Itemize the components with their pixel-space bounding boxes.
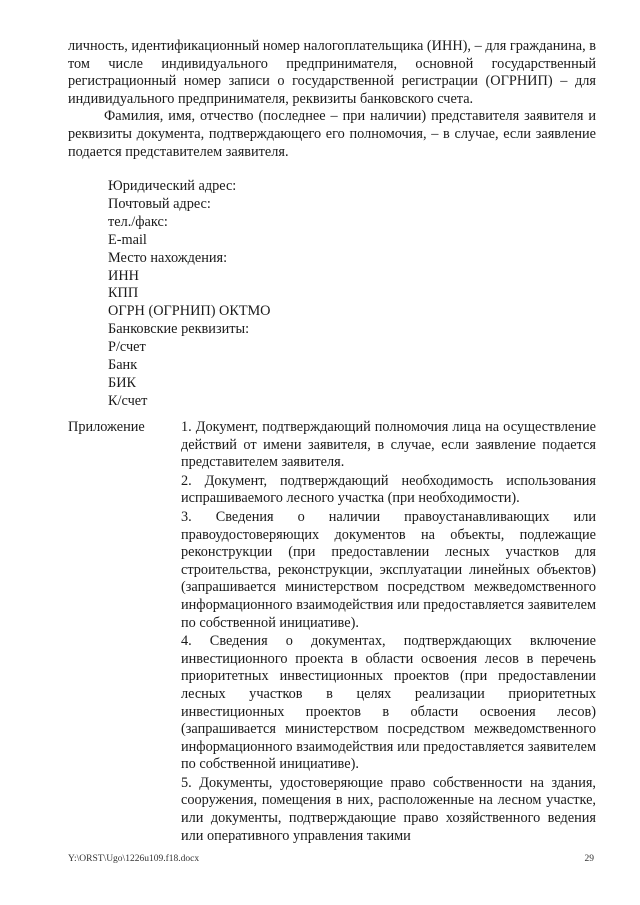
field-ogrn-oktmo: ОГРН (ОГРНИП) ОКТМО (108, 303, 271, 320)
appendix-label: Приложение (68, 419, 145, 435)
intro-paragraph-2: Фамилия, имя, отчество (последнее – при наличии) представителя заявителя и реквизиты документа, подтверждающего его полномочия, – в случае, если заявление подается представителем заявителя. (68, 108, 596, 160)
intro-section (68, 38, 596, 161)
appendix-item: 3. Сведения о наличии правоустанавливающих или правоудостоверяющих документов на объекты, подлежащие реконструкции (при предоставлении лесных участков для строительства, реконструкции, эксплуатации линейных объектов) (запрашивается министерством посредством межведомственного информационного взаимодействия или предоставляется заявителем по собственной инициативе). (181, 508, 596, 631)
requisites-list (108, 178, 271, 411)
field-phone-fax: тел./факс: (108, 213, 168, 230)
field-kpp: КПП (108, 285, 139, 302)
field-bik: БИК (108, 374, 137, 391)
intro-paragraph-1: личность, идентификационный номер налогоплательщика (ИНН), – для гражданина, в том числе индивидуального предпринимателя, основной государственный регистрационный номер записи о государственной регистрации (ОГРНИП) – для индивидуального предпринимателя, реквизиты банковского счета. (68, 38, 596, 107)
appendix-list (181, 419, 596, 846)
field-postal-address: Почтовый адрес: (108, 195, 211, 212)
appendix-item: 4. Сведения о документах, подтверждающих включение инвестиционного проекта в области освоения лесов в перечень приоритетных инвестиционных проектов (при предоставлении лесных участков в целях реализации приоритетных инвестиционных проектов в области освоения лесов) (запрашивается министерством посредством межведомственного информационного взаимодействия или предоставляется заявителем по собственной инициативе). (181, 633, 596, 773)
field-legal-address: Юридический адрес: (108, 178, 237, 194)
footer-file-path: Y:\ORST\Ugo\1226u109.f18.docx (68, 854, 200, 864)
field-email: E-mail (108, 231, 147, 248)
footer-page-number: 29 (584, 854, 594, 864)
appendix-item: 5. Документы, удостоверяющие право собственности на здания, сооружения, помещения в них, расположенные на лесном участке, или документы, подтверждающие право хозяйственного ведения или оперативного управления такими (181, 774, 596, 844)
field-corr-account: К/счет (108, 392, 148, 409)
field-bank: Банк (108, 357, 138, 374)
field-bank-details: Банковские реквизиты: (108, 321, 250, 338)
field-location: Место нахождения: (108, 249, 228, 266)
field-account: Р/счет (108, 339, 146, 356)
field-inn: ИНН (108, 267, 139, 284)
appendix-item: 2. Документ, подтверждающий необходимость использования испрашиваемого лесного участка (при необходимости). (181, 472, 596, 507)
appendix-item: 1. Документ, подтверждающий полномочия лица на осуществление действий от имени заявителя, в случае, если заявление подается представителем заявителя. (181, 419, 596, 471)
